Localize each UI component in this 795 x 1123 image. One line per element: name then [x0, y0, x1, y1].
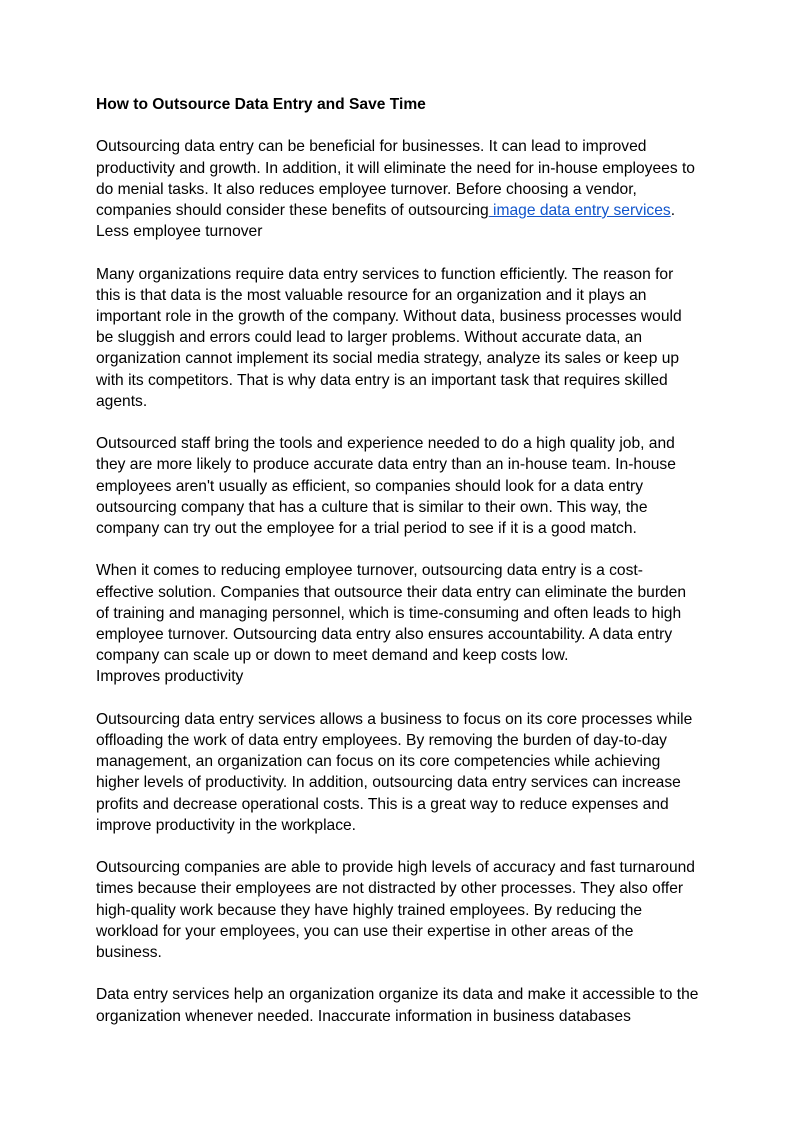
paragraph-text: . [670, 202, 676, 219]
paragraph-accuracy: Outsourcing companies are able to provide high levels of accuracy and fast turnaround times because their employees are not distracted by other processes. They also offer high-quality work because they have highly trained employees. By reducing the workload for your employees, you can use their expertise in other areas of the business. [96, 859, 695, 962]
paragraph-core-processes: Outsourcing data entry services allows a business to focus on its core processes while offloading the work of data entry employees. By removing the burden of day-to-day management, an organization can focus on its core competencies while achieving higher levels of productivity. In addition, outsourcing data entry services can increase profits and decrease operational costs. This is a great way to reduce expenses and improve productivity in the workplace. [96, 710, 693, 834]
paragraph-text: When it comes to reducing employee turnover, outsourcing data entry is a cost-effective solution. Companies that outsource their data entry can eliminate the burden of training and managing personnel, which is time-consuming and often leads to high employee turnover. Outsourcing data entry also ensures accountability. A data entry company can scale up or down to meet demand and keep costs low. [96, 562, 687, 665]
paragraph-outsourced-staff: Outsourced staff bring the tools and experience needed to do a high quality job, and they are more likely to produce accurate data entry than an in-house team. In-house employees aren't usually as efficient, so companies should look for a data entry outsourcing company that has a culture that is similar to their own. This way, the company can try out the employee for a trial period to see if it is a good match. [96, 435, 676, 538]
document-title: How to Outsource Data Entry and Save Time [96, 96, 426, 113]
subheading-less-employee-turnover: Less employee turnover [96, 223, 263, 241]
subheading-improves-productivity: Improves productivity [96, 668, 244, 686]
paragraph-text: Outsourcing data entry can be beneficial for businesses. It can lead to improved productivity and growth. In addition, it will eliminate the need for in-house employees to do menial tasks. It also reduces employee turnover. Before choosing a vendor, companies should consider these benefits of outsourcing [96, 138, 695, 219]
paragraph-employee-turnover [96, 560, 700, 687]
paragraph-organize-data: Data entry services help an organization organize its data and make it accessible to the organization whenever needed. Inaccurate information in business databases [96, 986, 699, 1025]
paragraph-intro [96, 136, 700, 242]
document-page [96, 94, 700, 1048]
paragraph-data-value: Many organizations require data entry services to function efficiently. The reason for this is that data is the most valuable resource for an organization and it plays an important role in the growth of the company. Without data, business processes would be sluggish and errors could lead to larger problems. Without accurate data, an organization cannot implement its social media strategy, analyze its sales or keep up with its competitors. That is why data entry is an important task that requires skilled agents. [96, 265, 682, 410]
image-data-entry-services-link[interactable]: image data entry services [488, 202, 671, 219]
